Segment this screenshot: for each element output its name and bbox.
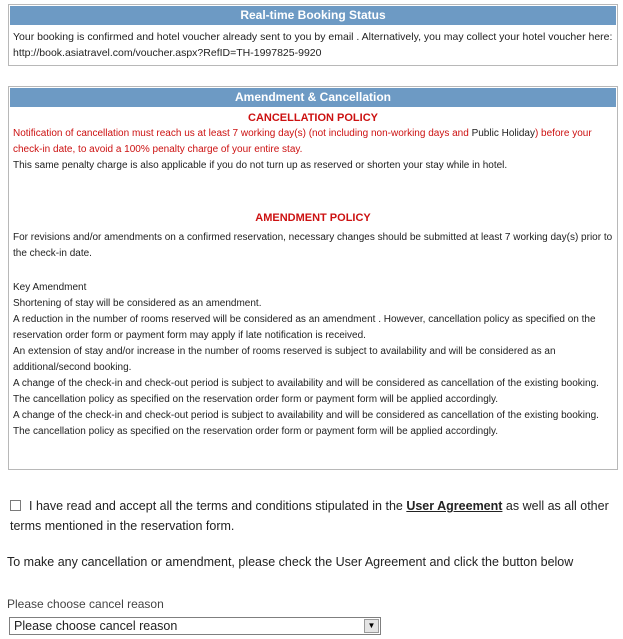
amendment-item: A change of the check-in and check-out period is subject to availability and will be considered as cancellation of the existing booking. The cancellation policy as specified on the reservation order form or payment form will be applied accordingly. (13, 378, 599, 405)
agreement-text-1: I have read and accept all the terms and conditions stipulated in the (29, 499, 407, 513)
dropdown-arrow-icon[interactable]: ▼ (364, 619, 379, 633)
agreement-text-2: as well as all other terms mentioned in the reservation form. (10, 499, 609, 533)
user-agreement-link[interactable]: User Agreement (406, 499, 503, 513)
key-amendment-heading: Key Amendment (13, 282, 87, 293)
amendment-item: A change of the check-in and check-out period is subject to availability and will be considered as cancellation of the existing booking. The cancellation policy as specified on the reservation order form or payment form will be applied accordingly. (13, 410, 599, 437)
amendment-policy-title: AMENDMENT POLICY (255, 212, 371, 224)
cancellation-policy-title: CANCELLATION POLICY (248, 112, 378, 124)
amendment-item: A reduction in the number of rooms reserved will be considered as an amendment . However, cancellation policy as specified on the reservation order form or payment form may apply if late notification is received. (13, 314, 596, 341)
cancellation-notice-text-2: ) before your check-in date, to avoid a 100% penalty charge of your entire stay. (13, 128, 592, 155)
cancel-reason-select[interactable] (9, 617, 381, 635)
amendment-cancellation-panel (8, 86, 618, 470)
public-holiday-text: Public Holiday (471, 128, 535, 139)
amendment-cancellation-title: Amendment & Cancellation (9, 87, 617, 108)
booking-status-title: Real-time Booking Status (9, 5, 617, 26)
amendment-item: An extension of stay and/or increase in the number of rooms reserved is subject to availability and will be considered as an additional/second booking. (13, 346, 556, 373)
cancellation-notice (13, 126, 613, 158)
amendment-intro: For revisions and/or amendments on a confirmed reservation, necessary changes should be submitted at least 7 working day(s) prior to the check-in date. (13, 232, 613, 259)
cancel-reason-label: Please choose cancel reason (7, 597, 164, 611)
booking-status-message: Your booking is confirmed and hotel voucher already sent to you by email . Alternatively, you may collect your hotel voucher here: http://book.asiatravel.com/voucher.aspx?RefID=TH-1997825-9920 (13, 31, 613, 59)
penalty-note: This same penalty charge is also applicable if you do not turn up as reserved or shorten your stay while in hotel. (13, 160, 508, 171)
instructions-text: To make any cancellation or amendment, please check the User Agreement and click the button below (7, 555, 574, 569)
amendment-item: Shortening of stay will be considered as an amendment. (13, 298, 262, 309)
cancel-reason-selected-value: Please choose cancel reason (14, 619, 178, 633)
cancellation-notice-text-1: Notification of cancellation must reach us at least 7 working day(s) (not including non-working days and (13, 128, 472, 139)
accept-terms-checkbox[interactable] (10, 500, 21, 511)
booking-status-panel (8, 4, 618, 66)
user-agreement-section (10, 496, 610, 536)
